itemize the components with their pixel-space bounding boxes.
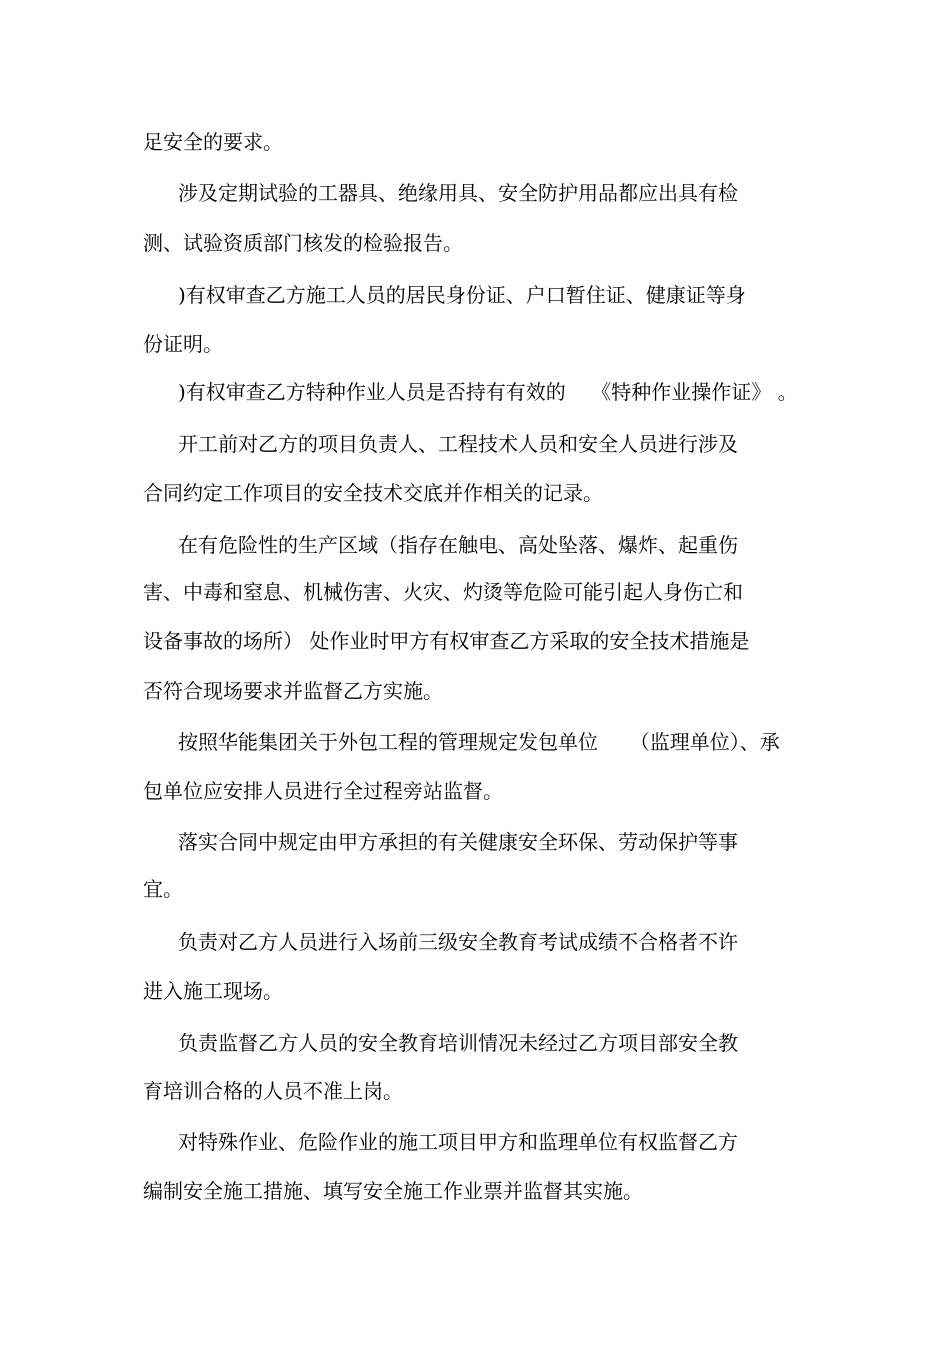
text-line: 设备事故的场所） 处作业时甲方有权审查乙方采取的安全技术措施是 xyxy=(143,629,750,653)
paragraph-first-line: 对特殊作业、危险作业的施工项目甲方和监理单位有权监督乙方 xyxy=(178,1130,738,1154)
text-line: 否符合现场要求并监督乙方实施。 xyxy=(143,679,443,703)
paragraph-first-line: 在有危险性的生产区域（指存在触电、高处坠落、爆炸、起重伤 xyxy=(178,533,738,557)
paragraph-first-line: 涉及定期试验的工器具、绝缘用具、安全防护用品都应出具有检 xyxy=(178,181,738,205)
text-line: 害、中毒和窒息、机械伤害、火灾、灼烫等危险可能引起人身伤亡和 xyxy=(143,580,743,604)
text-line: 份证明。 xyxy=(143,332,223,356)
text-line: 编制安全施工措施、填写安全施工作业票并监督其实施。 xyxy=(143,1179,643,1203)
text-line: 进入施工现场。 xyxy=(143,979,283,1003)
paragraph-first-line: 落实合同中规定由甲方承担的有关健康安全环保、劳动保护等事 xyxy=(178,830,738,854)
paragraph-first-line: )有权审查乙方施工人员的居民身份证、户口暂住证、健康证等身 xyxy=(178,283,746,307)
paragraph-first-line: 按照华能集团关于外包工程的管理规定发包单位 （监理单位）、承 xyxy=(178,730,780,754)
text-line: 宜。 xyxy=(143,877,183,901)
paragraph-first-line: 负责监督乙方人员的安全教育培训情况未经过乙方项目部安全教 xyxy=(178,1031,738,1055)
paragraph-first-line: 开工前对乙方的项目负责人、工程技术人员和安全人员进行涉及 xyxy=(178,432,738,456)
paragraph-first-line: 负责对乙方人员进行入场前三级安全教育考试成绩不合格者不许 xyxy=(178,930,738,954)
text-line: 测、试验资质部门核发的检验报告。 xyxy=(143,231,463,255)
paragraph-first-line: )有权审查乙方特种作业人员是否持有有效的 《特种作业操作证》 。 xyxy=(178,380,798,404)
text-line: 育培训合格的人员不准上岗。 xyxy=(143,1079,403,1103)
text-line: 包单位应安排人员进行全过程旁站监督。 xyxy=(143,779,503,803)
text-line: 合同约定工作项目的安全技术交底并作相关的记录。 xyxy=(143,481,603,505)
text-line: 足安全的要求。 xyxy=(143,130,283,154)
